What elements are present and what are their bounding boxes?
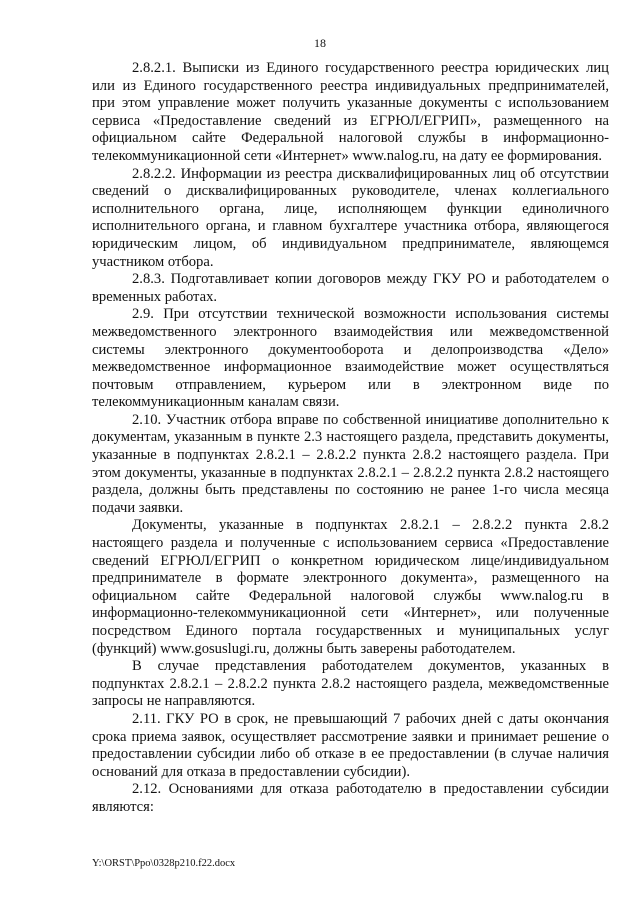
paragraph-2-9: 2.9. При отсутствии технической возможности использования системы межведомственного электронного взаимодействия или межведомственной системы электронного документооборота и делопроизводства «Дело» межведомственное информационное взаимодействие может осуществляться почтовым отправлением, курьером или в электронном виде по телекоммуникационным каналам связи.: [92, 306, 609, 411]
paragraph-2-8-2-1: 2.8.2.1. Выписки из Единого государственного реестра юридических лиц или из Единого государственного реестра индивидуальных предпринимателей, при этом управление может получить указанные документы с использованием сервиса «Предоставление сведений из ЕГРЮЛ/ЕГРИП», размещенного на официальном сайте Федеральной налоговой службы в информационно-телекоммуникационной сети «Интернет» www.nalog.ru, на дату ее формирования.: [92, 60, 609, 164]
file-path-footer: Y:\ORST\Ppo\0328p210.f22.docx: [92, 858, 236, 869]
page-number: 18: [314, 36, 326, 50]
paragraph-2-8-3: 2.8.3. Подготавливает копии договоров между ГКУ РО и работодателем о временных работах.: [92, 271, 609, 305]
paragraph-documents: Документы, указанные в подпунктах 2.8.2.1 – 2.8.2.2 пункта 2.8.2 настоящего раздела и полученные с использованием сервиса «Предоставление сведений ЕГРЮЛ/ЕГРИП о конкретном юридическом лице/индивидуальном предпринимателе в формате электронного документа», размещенного на официальном сайте Федеральной налоговой службы www.nalog.ru в информационно-телекоммуникационной сети «Интернет», или полученные посредством Единого портала государственных и муниципальных услуг (функций) www.gosuslugi.ru, должны быть заверены работодателем.: [92, 517, 609, 657]
paragraph-2-8-2-2: 2.8.2.2. Информации из реестра дисквалифицированных лиц об отсутствии сведений о дисквалифицированных руководителе, членах коллегиального исполнительного органа, лице, исполняющем функции единоличного исполнительного органа, и главном бухгалтере участника отбора, являющегося юридическим лицом, об индивидуальном предпринимателе, являющемся участником отбора.: [92, 165, 609, 270]
paragraph-case: В случае представления работодателем документов, указанных в подпунктах 2.8.2.1 – 2.8.2.2 пункта 2.8.2 настоящего раздела, межведомственные запросы не направляются.: [92, 658, 609, 710]
document-body: [92, 60, 609, 817]
paragraph-2-11: 2.11. ГКУ РО в срок, не превышающий 7 рабочих дней с даты окончания срока приема заявок, осуществляет рассмотрение заявки и принимает решение о предоставлении субсидии либо об отказе в ее предоставлении (в случае наличия оснований для отказа в предоставлении субсидии).: [92, 710, 609, 780]
paragraph-2-10: 2.10. Участник отбора вправе по собственной инициативе дополнительно к документам, указанным в пункте 2.3 настоящего раздела, представить документы, указанные в подпунктах 2.8.2.1 – 2.8.2.2 пункта 2.8.2 настоящего раздела. При этом документы, указанные в подпунктах 2.8.2.1 – 2.8.2.2 пункта 2.8.2 настоящего раздела, должны быть представлены по состоянию не ранее 1-го числа месяца подачи заявки.: [92, 411, 609, 516]
paragraph-2-12: 2.12. Основаниями для отказа работодателю в предоставлении субсидии являются:: [92, 781, 609, 815]
